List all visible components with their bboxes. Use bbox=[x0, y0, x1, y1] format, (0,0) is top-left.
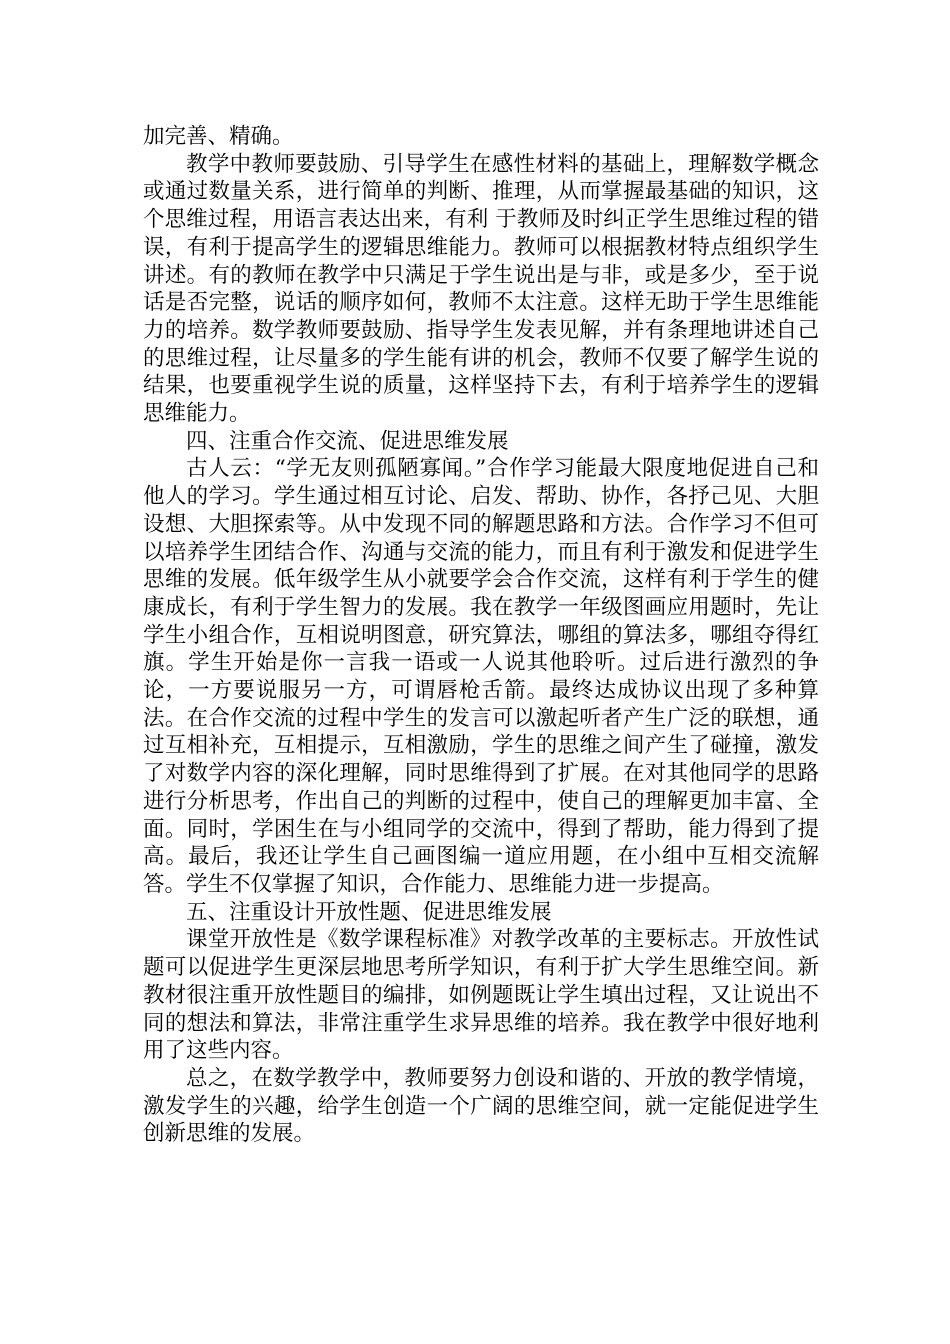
document-page bbox=[143, 123, 819, 1148]
paragraph-conclusion: 总之，在数学教学中，教师要努力创设和谐的、开放的教学情境，激发学生的兴趣，给学生创造一个广阔的思维空间，就一定能促进学生创新思维的发展。 bbox=[143, 1065, 819, 1147]
paragraph-open-questions: 课堂开放性是《数学课程标准》对教学改革的主要标志。开放性试题可以促进学生更深层地思考所学知识，有利于扩大学生思维空间。新教材很注重开放性题目的编排，如例题既让学生填出过程，又让说出不同的想法和算法，非常注重学生求异思维的培养。我在教学中很好地利用了这些内容。 bbox=[143, 927, 819, 1064]
section-heading-cooperation: 四、注重合作交流、促进思维发展 bbox=[186, 428, 509, 454]
paragraph-cooperation: 古人云：“学无友则孤陋寡闻。”合作学习能最大限度地促进自己和他人的学习。学生通过相互讨论、启发、帮助、协作，各抒己见、大胆设想、大胆探索等。从中发现不同的解题思路和方法。合作学习不但可以培养学生团结合作、沟通与交流的能力，而且有利于激发和促进学生思维的发展。低年级学生从小就要学会合作交流，这样有利于学生的健康成长，有利于学生智力的发展。我在教学一年级图画应用题时，先让学生小组合作，互相说明图意，研究算法，哪组的算法多，哪组夺得红旗。学生开始是你一言我一语或一人说其他聆听。过后进行激烈的争论，一方要说服另一方，可谓唇枪舌箭。最终达成协议出现了多种算法。在合作交流的过程中学生的发言可以激起听者产生广泛的联想，通过互相补充，互相提示，互相激励，学生的思维之间产生了碰撞，激发了对数学内容的深化理解，同时思维得到了扩展。在对其他同学的思路进行分析思考，作出自己的判断的过程中，使自己的理解更加丰富、全面。同时，学困生在与小组同学的交流中，得到了帮助，能力得到了提高。最后，我还让学生自己画图编一道应用题，在小组中互相交流解答。学生不仅掌握了知识，合作能力、思维能力进一步提高。 bbox=[143, 456, 819, 897]
paragraph-verbal-expression: 教学中教师要鼓励、引导学生在感性材料的基础上，理解数学概念或通过数量关系，进行简单的判断、推理，从而掌握最基础的知识，这个思维过程，用语言表达出来，有利 于教师及时纠正学生思维过程的错误，有利于提高学生的逻辑思维能力。教师可以根据教材特点组织学生讲述。有的教师在教学中只满足于学生说出是与非，或是多少，至于说话是否完整，说话的顺序如何，教师不太注意。这样无助于学生思维能力的培养。数学教师要鼓励、指导学生发表见解，并有条理地讲述自己的思维过程，让尽量多的学生能有讲的机会，教师不仅要了解学生说的结果，也要重视学生说的质量，这样坚持下去，有利于培养学生的逻辑思维能力。 bbox=[143, 151, 819, 427]
paragraph-continuation: 加完善、精确。 bbox=[143, 124, 294, 149]
section-heading-open-questions: 五、注重设计开放性题、促进思维发展 bbox=[186, 899, 552, 925]
